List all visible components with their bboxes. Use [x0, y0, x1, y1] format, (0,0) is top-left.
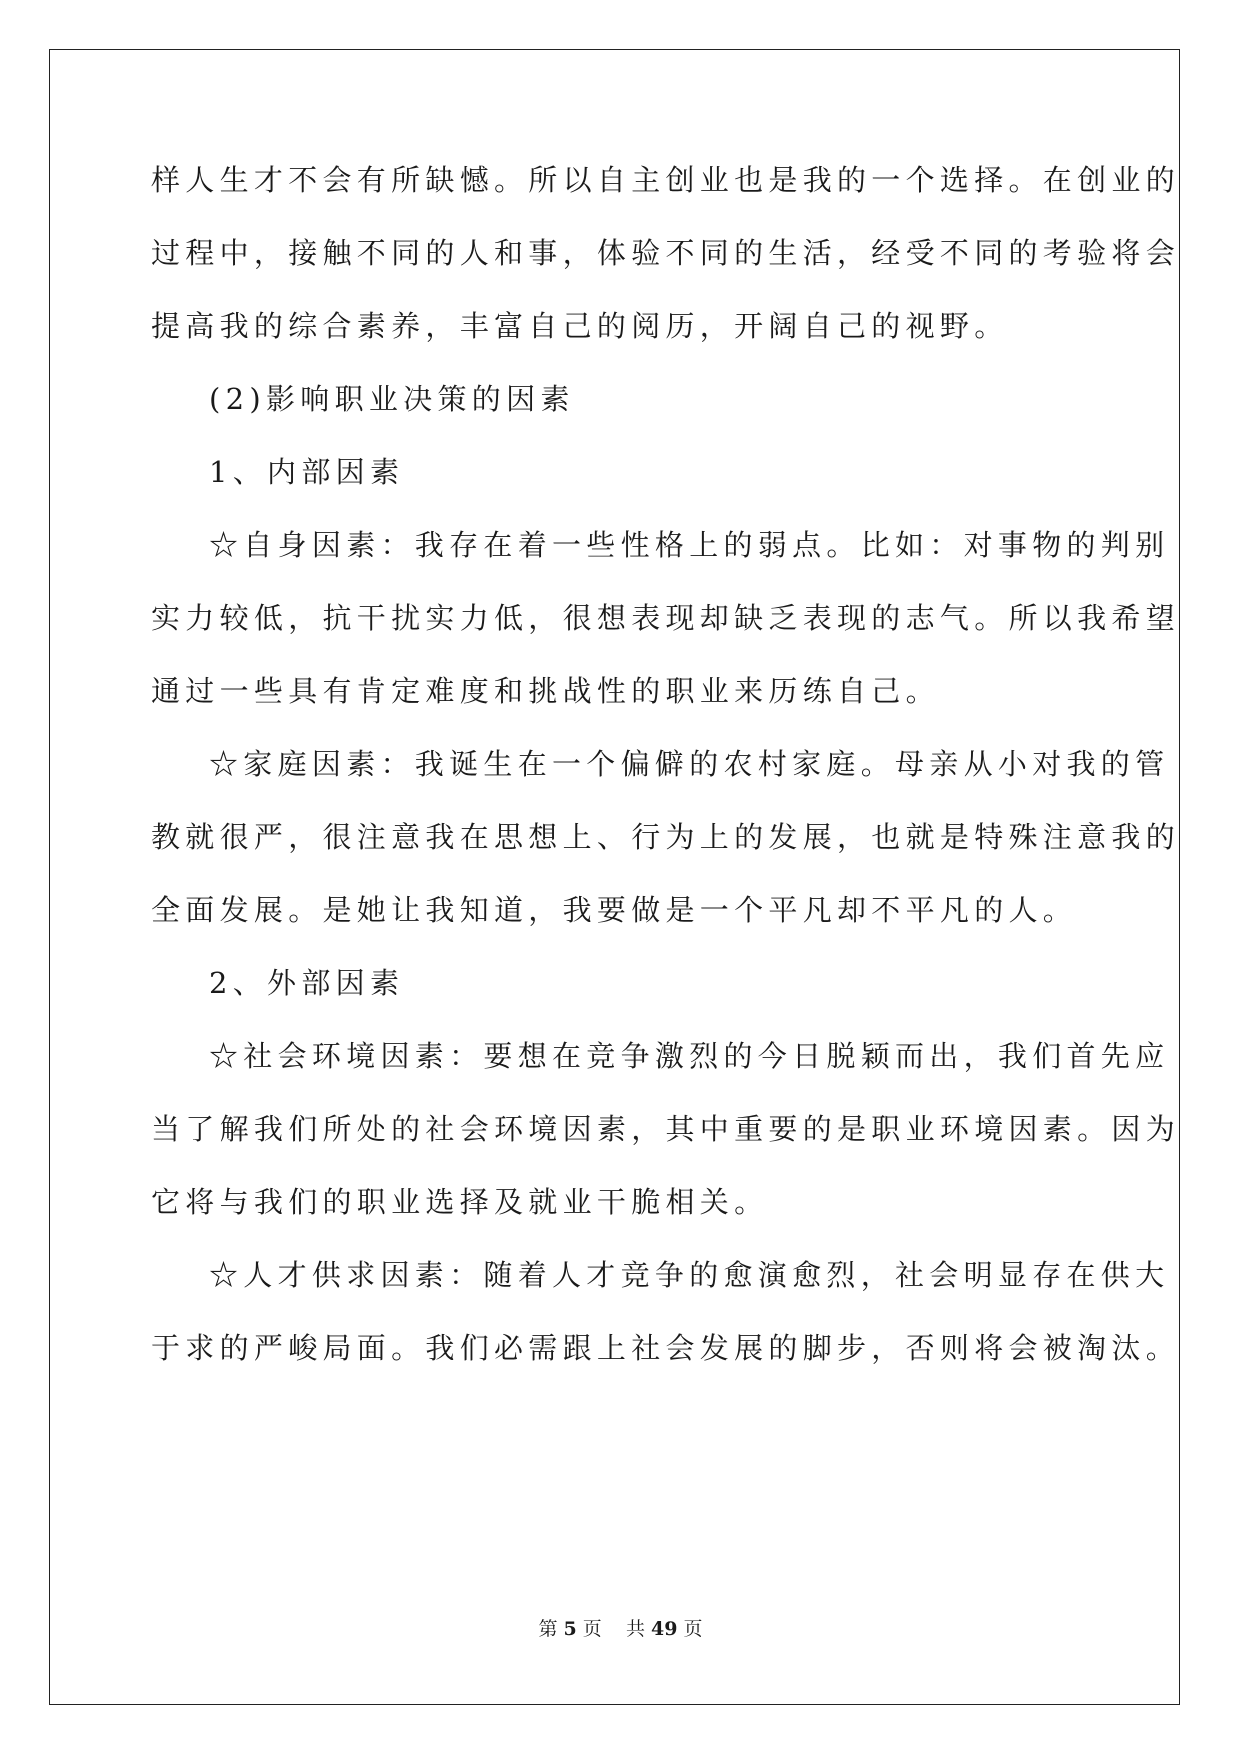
section-heading: (2)影响职业决策的因素	[209, 382, 575, 416]
page-current: 5	[563, 1618, 577, 1640]
text-line: 当了解我们所处的社会环境因素，其中重要的是职业环境因素。因为	[151, 1112, 1181, 1146]
text-line: 教就很严，很注意我在思想上、行为上的发展，也就是特殊注意我的	[151, 820, 1181, 854]
subsection-heading: 1、内部因素	[209, 455, 405, 489]
text-line: 全面发展。是她让我知道，我要做是一个平凡却不平凡的人。	[151, 893, 1078, 927]
page-total: 49	[651, 1618, 678, 1640]
text-line: 于求的严峻局面。我们必需跟上社会发展的脚步，否则将会被淘汰。	[151, 1331, 1181, 1365]
text-line: 实力较低，抗干扰实力低，很想表现却缺乏表现的志气。所以我希望	[151, 601, 1181, 635]
page-footer	[0, 1614, 1241, 1641]
page-prefix: 第	[538, 1618, 558, 1640]
subsection-heading: 2、外部因素	[209, 966, 405, 1000]
text-line: ☆社会环境因素：要想在竞争激烈的今日脱颖而出，我们首先应	[209, 1039, 1170, 1073]
text-line: ☆自身因素：我存在着一些性格上的弱点。比如：对事物的判别	[209, 528, 1170, 562]
page-border	[49, 49, 1180, 1705]
page-suffix: 页	[582, 1618, 602, 1640]
total-suffix: 页	[683, 1618, 703, 1640]
text-line: 提高我的综合素养，丰富自己的阅历，开阔自己的视野。	[151, 309, 1009, 343]
text-line: ☆人才供求因素：随着人才竞争的愈演愈烈，社会明显存在供大	[209, 1258, 1170, 1292]
total-prefix: 共	[625, 1618, 645, 1640]
text-line: 过程中，接触不同的人和事，体验不同的生活，经受不同的考验将会	[151, 236, 1181, 270]
text-line: 它将与我们的职业选择及就业干脆相关。	[151, 1185, 769, 1219]
text-line: 通过一些具有肯定难度和挑战性的职业来历练自己。	[151, 674, 940, 708]
text-line: 样人生才不会有所缺憾。所以自主创业也是我的一个选择。在创业的	[151, 163, 1181, 197]
text-line: ☆家庭因素：我诞生在一个偏僻的农村家庭。母亲从小对我的管	[209, 747, 1170, 781]
